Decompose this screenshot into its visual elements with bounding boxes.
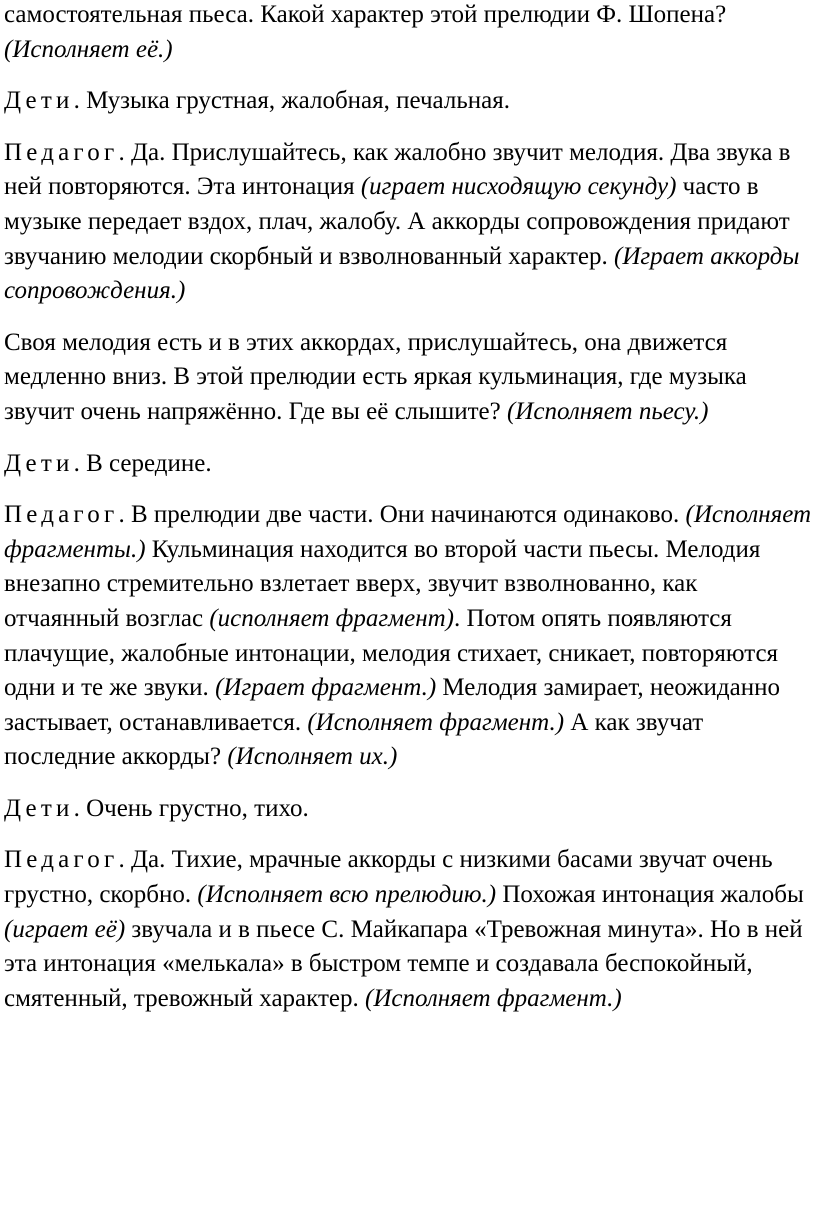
speaker-dot: . xyxy=(73,449,80,477)
paragraph-text: Мелодия замирает, неожиданно застывает, останавливается. xyxy=(4,674,780,736)
paragraph-1 xyxy=(4,0,812,67)
speaker-dot: . xyxy=(118,138,125,166)
paragraph-2 xyxy=(4,84,812,119)
stage-direction: (играет её) xyxy=(4,915,126,943)
speaker-dot: . xyxy=(73,87,80,115)
paragraph-text: В середине. xyxy=(79,449,212,477)
speaker-name: Дети xyxy=(4,794,74,822)
paragraph-text: В прелюдии две части. Они начинаются одинаково. xyxy=(124,501,686,529)
paragraph-text: Похожая интонация жалобы xyxy=(496,881,804,909)
stage-direction: (Исполняет фрагмент.) xyxy=(307,708,565,736)
stage-direction: (Исполняет их.) xyxy=(227,743,398,771)
paragraph-text: самостоятельная пьеса. Какой характер этой прелюдии Ф. Шопена? xyxy=(4,1,727,28)
paragraph-7 xyxy=(4,792,812,827)
paragraph-text: часто в музыке передает вздох, плач, жалобу. А аккорды сопровождения придают звучанию мелодии скорбный и взволнованный характер. xyxy=(4,173,790,270)
stage-direction: (Исполняет фрагменты.) xyxy=(4,501,812,563)
stage-direction: (Исполняет всю прелюдию.) xyxy=(197,881,497,909)
speaker-dot: . xyxy=(118,846,125,874)
stage-direction: (исполняет фрагмент) xyxy=(209,604,454,632)
paragraph-text: Да. Прислушайтесь, как жалобно звучит мелодия. Два звука в ней повторяются. Эта интонация xyxy=(4,138,791,201)
stage-direction: (Исполняет пьесу.) xyxy=(506,397,709,425)
paragraph-text: . Потом опять появляются плачущие, жалобные интонации, мелодия стихает, сникает, повторяются одни и те же звуки. xyxy=(4,604,779,702)
paragraph-3 xyxy=(4,136,812,309)
paragraph-text: Очень грустно, тихо. xyxy=(79,794,309,822)
paragraph-6 xyxy=(4,498,812,775)
speaker-name: Педагог xyxy=(4,138,119,166)
paragraph-4 xyxy=(4,326,812,430)
paragraph-text: Да. Тихие, мрачные аккорды с низкими басами звучат очень грустно, скорбно. xyxy=(4,846,773,909)
speaker-dot: . xyxy=(73,794,80,822)
stage-direction: (играет нисходящую секунду) xyxy=(360,173,677,201)
paragraph-8 xyxy=(4,843,812,1016)
stage-direction: (Играет аккорды сопровождения.) xyxy=(4,242,800,305)
stage-direction: (Исполняет её.) xyxy=(4,35,173,63)
paragraph-5 xyxy=(4,447,812,482)
document-page xyxy=(4,0,812,1033)
stage-direction: (Играет фрагмент.) xyxy=(215,674,437,702)
speaker-name: Педагог xyxy=(4,501,119,529)
speaker-dot: . xyxy=(118,501,125,529)
paragraph-text: А как звучат последние аккорды? xyxy=(4,708,704,771)
paragraph-text: Своя мелодия есть и в этих аккордах, прислушайтесь, она движется медленно вниз. В этой прелюдии есть яркая кульминация, где музыка звучит очень напряжённо. Где вы её слышите? xyxy=(4,328,747,425)
speaker-name: Дети xyxy=(4,87,74,115)
speaker-name: Дети xyxy=(4,449,74,477)
paragraph-text: Кульминация находится во второй части пьесы. Мелодия внезапно стремительно взлетает вверх, звучит взволнованно, как отчаянный возглас xyxy=(4,535,761,632)
paragraph-text: Музыка грустная, жалобная, печальная. xyxy=(79,87,510,115)
speaker-name: Педагог xyxy=(4,846,119,874)
paragraph-text: звучала и в пьесе С. Майкапара «Тревожная минута». Но в ней эта интонация «мелькала» в быстром темпе и создавала беспокойный, смятенный, тревожный характер. xyxy=(4,915,803,1012)
stage-direction: (Исполняет фрагмент.) xyxy=(365,984,622,1012)
